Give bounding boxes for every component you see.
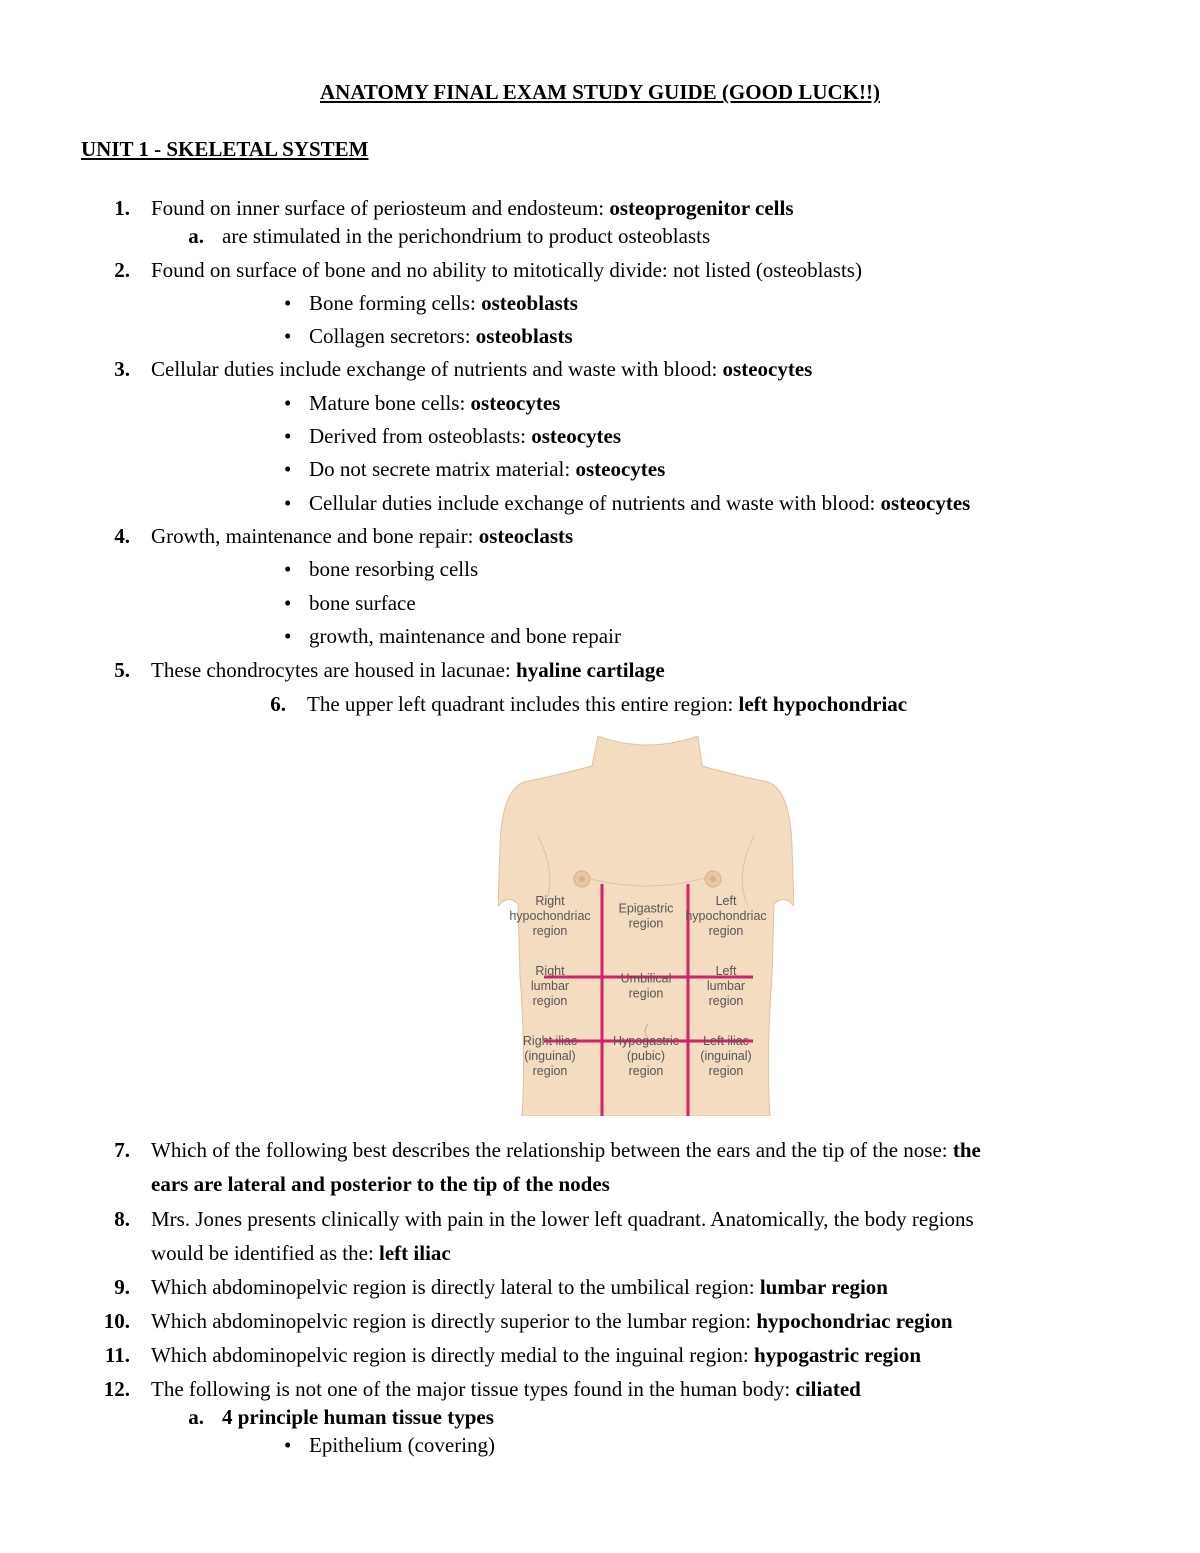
answer: ears are lateral and posterior to the tip of the nodes: [151, 1172, 610, 1196]
question-text: Found on inner surface of periosteum and endosteum: osteoprogenitor cells: [151, 196, 794, 220]
question-text: The upper left quadrant includes this entire region: left hypochondriac: [307, 692, 908, 716]
question-number: 3.: [114, 357, 130, 381]
bullet-icon: •: [284, 591, 292, 615]
question-number: 6.: [270, 692, 286, 716]
answer: hypogastric region: [754, 1343, 922, 1367]
document-title: ANATOMY FINAL EXAM STUDY GUIDE (GOOD LUCK!!): [319, 80, 880, 104]
answer: osteoprogenitor cells: [609, 196, 794, 220]
question-text: Growth, maintenance and bone repair: osteoclasts: [151, 524, 574, 548]
question-number: 11.: [104, 1343, 130, 1367]
bullet-icon: •: [284, 391, 292, 415]
question-text: Which abdominopelvic region is directly lateral to the umbilical region: lumbar region: [151, 1275, 888, 1299]
question-text: These chondrocytes are housed in lacunae: hyaline cartilage: [151, 658, 665, 682]
bullet-icon: •: [284, 1433, 292, 1457]
sub-text: 4 principle human tissue types: [222, 1405, 494, 1429]
question-text: Which abdominopelvic region is directly superior to the lumbar region: hypochondriac region: [151, 1309, 953, 1333]
answer: osteoclasts: [478, 524, 574, 548]
answer: hypochondriac region: [756, 1309, 953, 1333]
question-number: 10.: [103, 1309, 130, 1333]
answer: the: [952, 1138, 981, 1162]
question-number: 5.: [114, 658, 130, 682]
abdominal-regions-diagram: [498, 736, 794, 1116]
answer: osteocytes: [722, 357, 813, 381]
question-text: Which abdominopelvic region is directly medial to the inguinal region: hypogastric region: [151, 1343, 922, 1367]
question-7-continued: [151, 1171, 610, 1197]
question-number: 12.: [103, 1377, 130, 1401]
bullet-icon: •: [284, 324, 292, 348]
question-text: The following is not one of the major tissue types found in the human body: ciliated: [151, 1377, 861, 1401]
unit-heading: UNIT 1 - SKELETAL SYSTEM: [81, 137, 369, 161]
bullet-icon: •: [284, 557, 292, 581]
region-label: Right iliac (inguinal) region: [522, 1034, 578, 1078]
question-text: Mrs. Jones presents clinically with pain in the lower left quadrant. Anatomically, the body regions: [151, 1207, 974, 1231]
region-label: Right lumbar region: [530, 964, 570, 1008]
question-number: 4.: [114, 524, 130, 548]
question-text: Which of the following best describes the relationship between the ears and the tip of the nose: the: [151, 1138, 981, 1162]
question-number: 9.: [114, 1275, 130, 1299]
region-label: Hypogastric (pubic) region: [613, 1034, 679, 1078]
question-number: 7.: [114, 1138, 130, 1162]
question-text: Found on surface of bone and no ability to mitotically divide: not listed (osteoblasts): [151, 258, 862, 282]
bullet-icon: •: [284, 291, 292, 315]
bullet-icon: •: [284, 457, 292, 481]
region-label: Left hypochondriac region: [685, 894, 767, 938]
answer: lumbar region: [759, 1275, 888, 1299]
region-label: Umbilical region: [620, 971, 672, 1001]
question-number: 8.: [114, 1207, 130, 1231]
region-label: Left lumbar region: [706, 964, 746, 1008]
bullet-icon: •: [284, 624, 292, 648]
sub-letter: a.: [188, 1405, 204, 1429]
bullet-icon: •: [284, 424, 292, 448]
question-number: 2.: [114, 258, 130, 282]
answer: left iliac: [379, 1241, 451, 1265]
question-number: 1.: [114, 196, 130, 220]
answer: ciliated: [795, 1377, 861, 1401]
answer: left hypochondriac: [738, 692, 908, 716]
region-label: Left iliac (inguinal) region: [700, 1034, 752, 1078]
region-label: Epigastric region: [618, 901, 674, 931]
question-text: Cellular duties include exchange of nutrients and waste with blood: osteocytes: [151, 357, 813, 381]
sub-text: are stimulated in the perichondrium to product osteoblasts: [222, 224, 711, 248]
document-page: ANATOMY FINAL EXAM STUDY GUIDE (GOOD LUCK!!) UNIT 1 - SKELETAL SYSTEM 1. Found on inner surface of periosteum and endosteum: osteoprogenitor cells a. are stimulated in the perichondrium to product osteoblasts 2. Found on surface of bone and no ability to mitotically divide: not listed (osteoblasts) • Bone forming cells: osteoblasts • Collagen secretors: osteoblasts 3. Cellular duties include exchange of nutrients and waste with blood: osteocytes • Mature bone cells: osteocytes • Derived from osteoblasts: osteocytes • Do not secrete matrix material: osteocytes • Cellular duties include exchange of nutrients and waste with blood: osteocytes 4. Growth, maintenance and bone repair: osteoclasts • bone resorbing cells • bone surface • growth, maintenance and bone repair 5. These chondrocytes are housed in lacunae: hyaline cartilage 6. The upper left quadrant includes this entire region: left hypochondriac Right hypochondriac region Epigastric region Left hypochondriac region Right lumbar region Umbilical region Left lumbar region Right iliac (inguinal) region Hypogastric (pubic) region Left iliac (inguinal) region 7. Which of the following best describes the relationship between the ears and the tip of the nose: the ears are lateral and posterior to the tip of the nodes 8. Mrs. Jones presents clinically with pain in the lower left quadrant. Anatomically, the body regions would be identified as the: left iliac 9. Which abdominopelvic region is directly lateral to the umbilical region: lumbar region 10. Which abdominopelvic region is directly superior to the lumbar region: hypochondriac region 11. Which abdominopelvic region is directly medial to the inguinal region: hypogastric region 12. The following is not one of the major tissue types found in the human body: ciliated a. 4 principle human tissue types • Epithelium (covering): [0, 0, 1200, 1553]
region-label: Right hypochondriac region: [509, 894, 591, 938]
sub-letter: a.: [188, 224, 204, 248]
bullet-icon: •: [284, 491, 292, 515]
answer: hyaline cartilage: [516, 658, 665, 682]
question-8-continued: would be identified as the: left iliac: [151, 1241, 451, 1265]
